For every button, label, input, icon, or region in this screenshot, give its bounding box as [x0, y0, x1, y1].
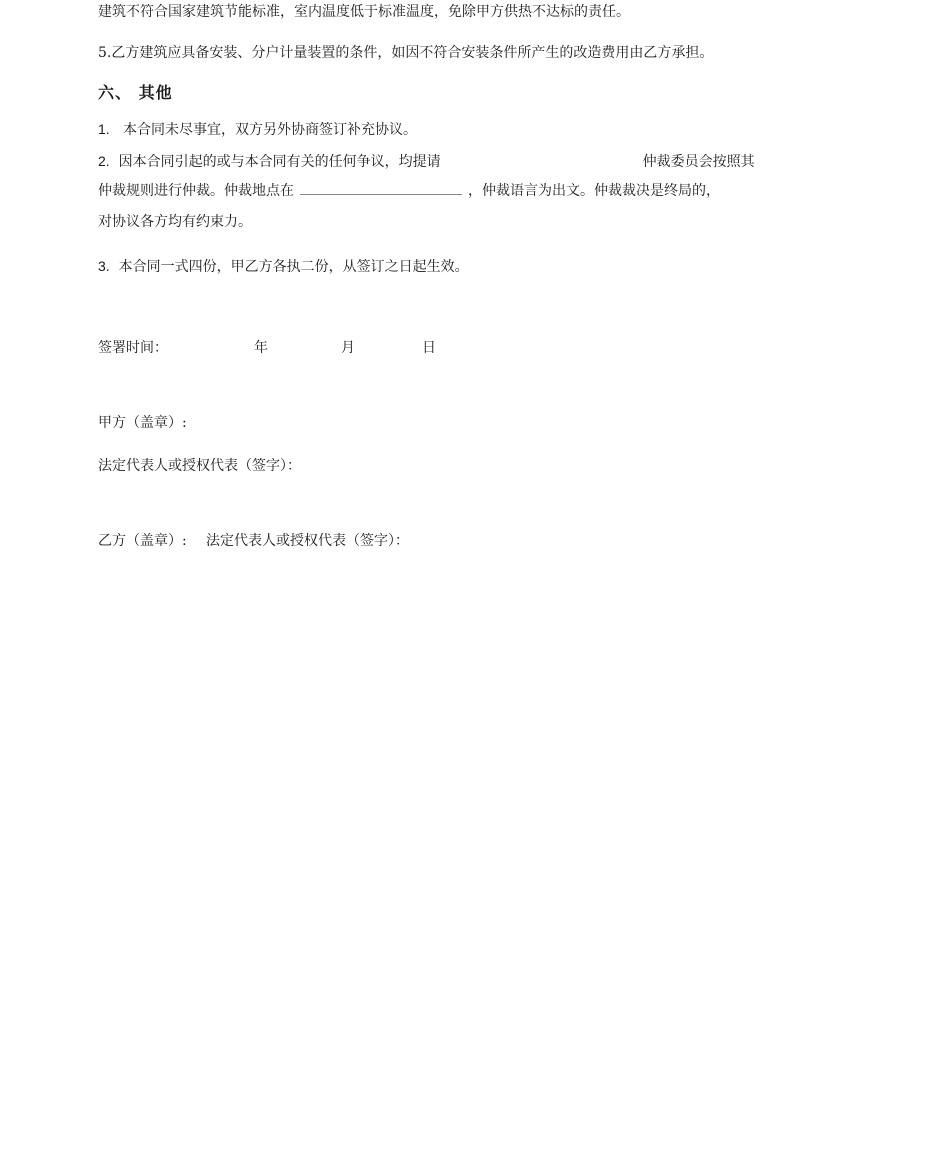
- clause-2-line-2: [98, 181, 720, 201]
- signing-date-year: 年: [254, 340, 268, 356]
- clause-3-text: 本合同一式四份，甲乙方各执二份，从签订之日起生效。: [118, 259, 469, 275]
- signing-date-label: 签署时间：: [98, 340, 168, 356]
- clause-2-line-2-b: ，仲裁语言为出文。仲裁裁决是终局的，: [468, 183, 720, 199]
- party-b-representative: 法定代表人或授权代表（签字）：: [206, 533, 409, 549]
- party-a-seal: 甲方（盖章）:: [98, 415, 187, 431]
- clause-2-number: 2.: [98, 153, 110, 169]
- clause-1-text: 本合同未尽事宜，双方另外协商签订补充协议。: [123, 122, 418, 138]
- paragraph-item-5: 5.乙方建筑应具备安装、分户计量装置的条件，如因不符合安装条件所产生的改造费用由乙方承担。: [98, 45, 714, 61]
- clause-1-number: 1.: [98, 121, 110, 137]
- section-heading-other: 六、 其他: [98, 83, 173, 102]
- clause-2-line-2-a: 仲裁规则进行仲裁。仲裁地点在: [98, 183, 294, 199]
- party-b-seal: 乙方（盖章）:: [98, 533, 187, 549]
- clause-3: [98, 256, 469, 277]
- paragraph-continued: 建筑不符合国家建筑节能标准，室内温度低于标准温度，免除甲方供热不达标的责任。: [98, 4, 630, 20]
- clause-3-number: 3.: [98, 258, 110, 274]
- signing-date-month: 月: [341, 340, 355, 356]
- clause-2-text-a: 因本合同引起的或与本合同有关的任何争议，均提请: [118, 154, 441, 170]
- clause-2-line-3: 对协议各方均有约束力。: [98, 214, 252, 230]
- clause-1: [98, 119, 417, 140]
- clause-2-text-b: 仲裁委员会按照其: [642, 154, 755, 170]
- arbitration-place-blank: [300, 182, 462, 195]
- clause-2-line-1: [98, 151, 755, 172]
- party-a-representative: 法定代表人或授权代表（签字）：: [98, 458, 301, 474]
- signing-date-day: 日: [422, 340, 436, 356]
